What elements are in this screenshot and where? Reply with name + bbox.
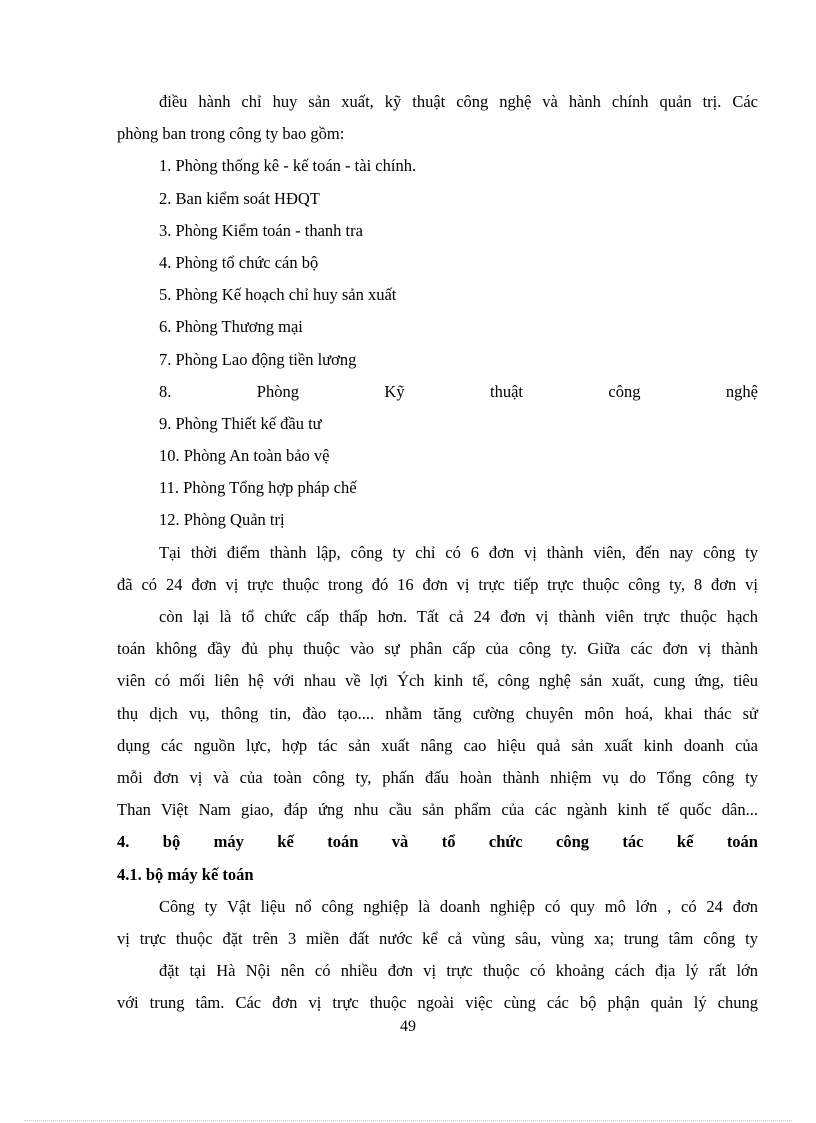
list-item-3: 3. Phòng Kiểm toán - thanh tra (159, 220, 363, 240)
para2-line-6: thụ dịch vụ, thông tin, đào tạo.... nhằm tăng cường chuyên môn hoá, khai thác sử (117, 703, 758, 723)
list-item-10: 10. Phòng An toàn bảo vệ (159, 446, 330, 466)
para2-line-7: dụng các nguồn lực, hợp tác sản xuất nâng cao hiệu quả sản xuất kinh doanh của (117, 735, 758, 755)
list-item-4: 4. Phòng tổ chức cán bộ (159, 252, 319, 272)
list-item-11: 11. Phòng Tổng hợp pháp chế (159, 478, 357, 498)
list-item-12: 12. Phòng Quản trị (159, 510, 285, 530)
para3-line-4: với trung tâm. Các đơn vị trực thuộc ngoài việc cùng các bộ phận quản lý chung (117, 993, 758, 1013)
list-item-2: 2. Ban kiểm soát HĐQT (159, 188, 320, 208)
para2-line-4: toán không đầy đủ phụ thuộc vào sự phân cấp của công ty. Giữa các đơn vị thành (117, 639, 758, 659)
para3-line-1: Công ty Vật liệu nổ công nghiệp là doanh nghiệp có quy mô lớn , có 24 đơn (159, 896, 758, 916)
para2-line-9: Than Việt Nam giao, đáp ứng nhu cầu sản phẩm của các ngành kinh tế quốc dân... (117, 800, 758, 820)
list-item-8: 8. Phòng Kỹ thuật công nghệ (159, 381, 758, 401)
list-item-5: 5. Phòng Kế hoạch chỉ huy sản xuất (159, 285, 397, 305)
para2-line-3: còn lại là tổ chức cấp thấp hơn. Tất cả 24 đơn vị thành viên trực thuộc hạch (159, 607, 758, 626)
list-item-1: 1. Phòng thống kê - kế toán - tài chính. (159, 156, 417, 176)
para2-line-8: mỗi đơn vị và của toàn công ty, phấn đấu hoàn thành nhiệm vụ do Tổng công ty (117, 767, 758, 787)
list-item-9: 9. Phòng Thiết kế đầu tư (159, 413, 322, 433)
body-text (117, 86, 758, 1019)
para3-line-2: vị trực thuộc đặt trên 3 miền đất nước kể cả vùng sâu, vùng xa; trung tâm công ty (117, 928, 758, 948)
para1-line-2: phòng ban trong công ty bao gồm: (117, 124, 345, 144)
list-item-6: 6. Phòng Thương mại (159, 317, 303, 337)
para2-line-5: viên có mối liên hệ với nhau về lợi Ých kinh tế, công nghệ sản xuất, cung ứng, tiêu (117, 671, 758, 691)
section-heading-4-1: 4.1. bộ máy kế toán (117, 864, 254, 884)
para2-line-2: đã có 24 đơn vị trực thuộc trong đó 16 đơn vị trực tiếp trực thuộc công ty, 8 đơn vị (117, 574, 758, 594)
page-number: 49 (400, 1018, 416, 1035)
para1-line-1: điều hành chỉ huy sản xuất, kỹ thuật công nghệ và hành chính quản trị. Các (159, 92, 758, 111)
list-item-7: 7. Phòng Lao động tiền lương (159, 349, 357, 369)
para3-line-3: đặt tại Hà Nội nên có nhiều đơn vị trực thuộc có khoảng cách địa lý rất lớn (159, 961, 758, 981)
section-heading-4: 4. bộ máy kế toán và tổ chức công tác kế toán (117, 832, 758, 852)
page-bottom-divider (24, 1120, 792, 1121)
para2-line-1: Tại thời điểm thành lập, công ty chỉ có 6 đơn vị thành viên, đến nay công ty (159, 542, 758, 562)
